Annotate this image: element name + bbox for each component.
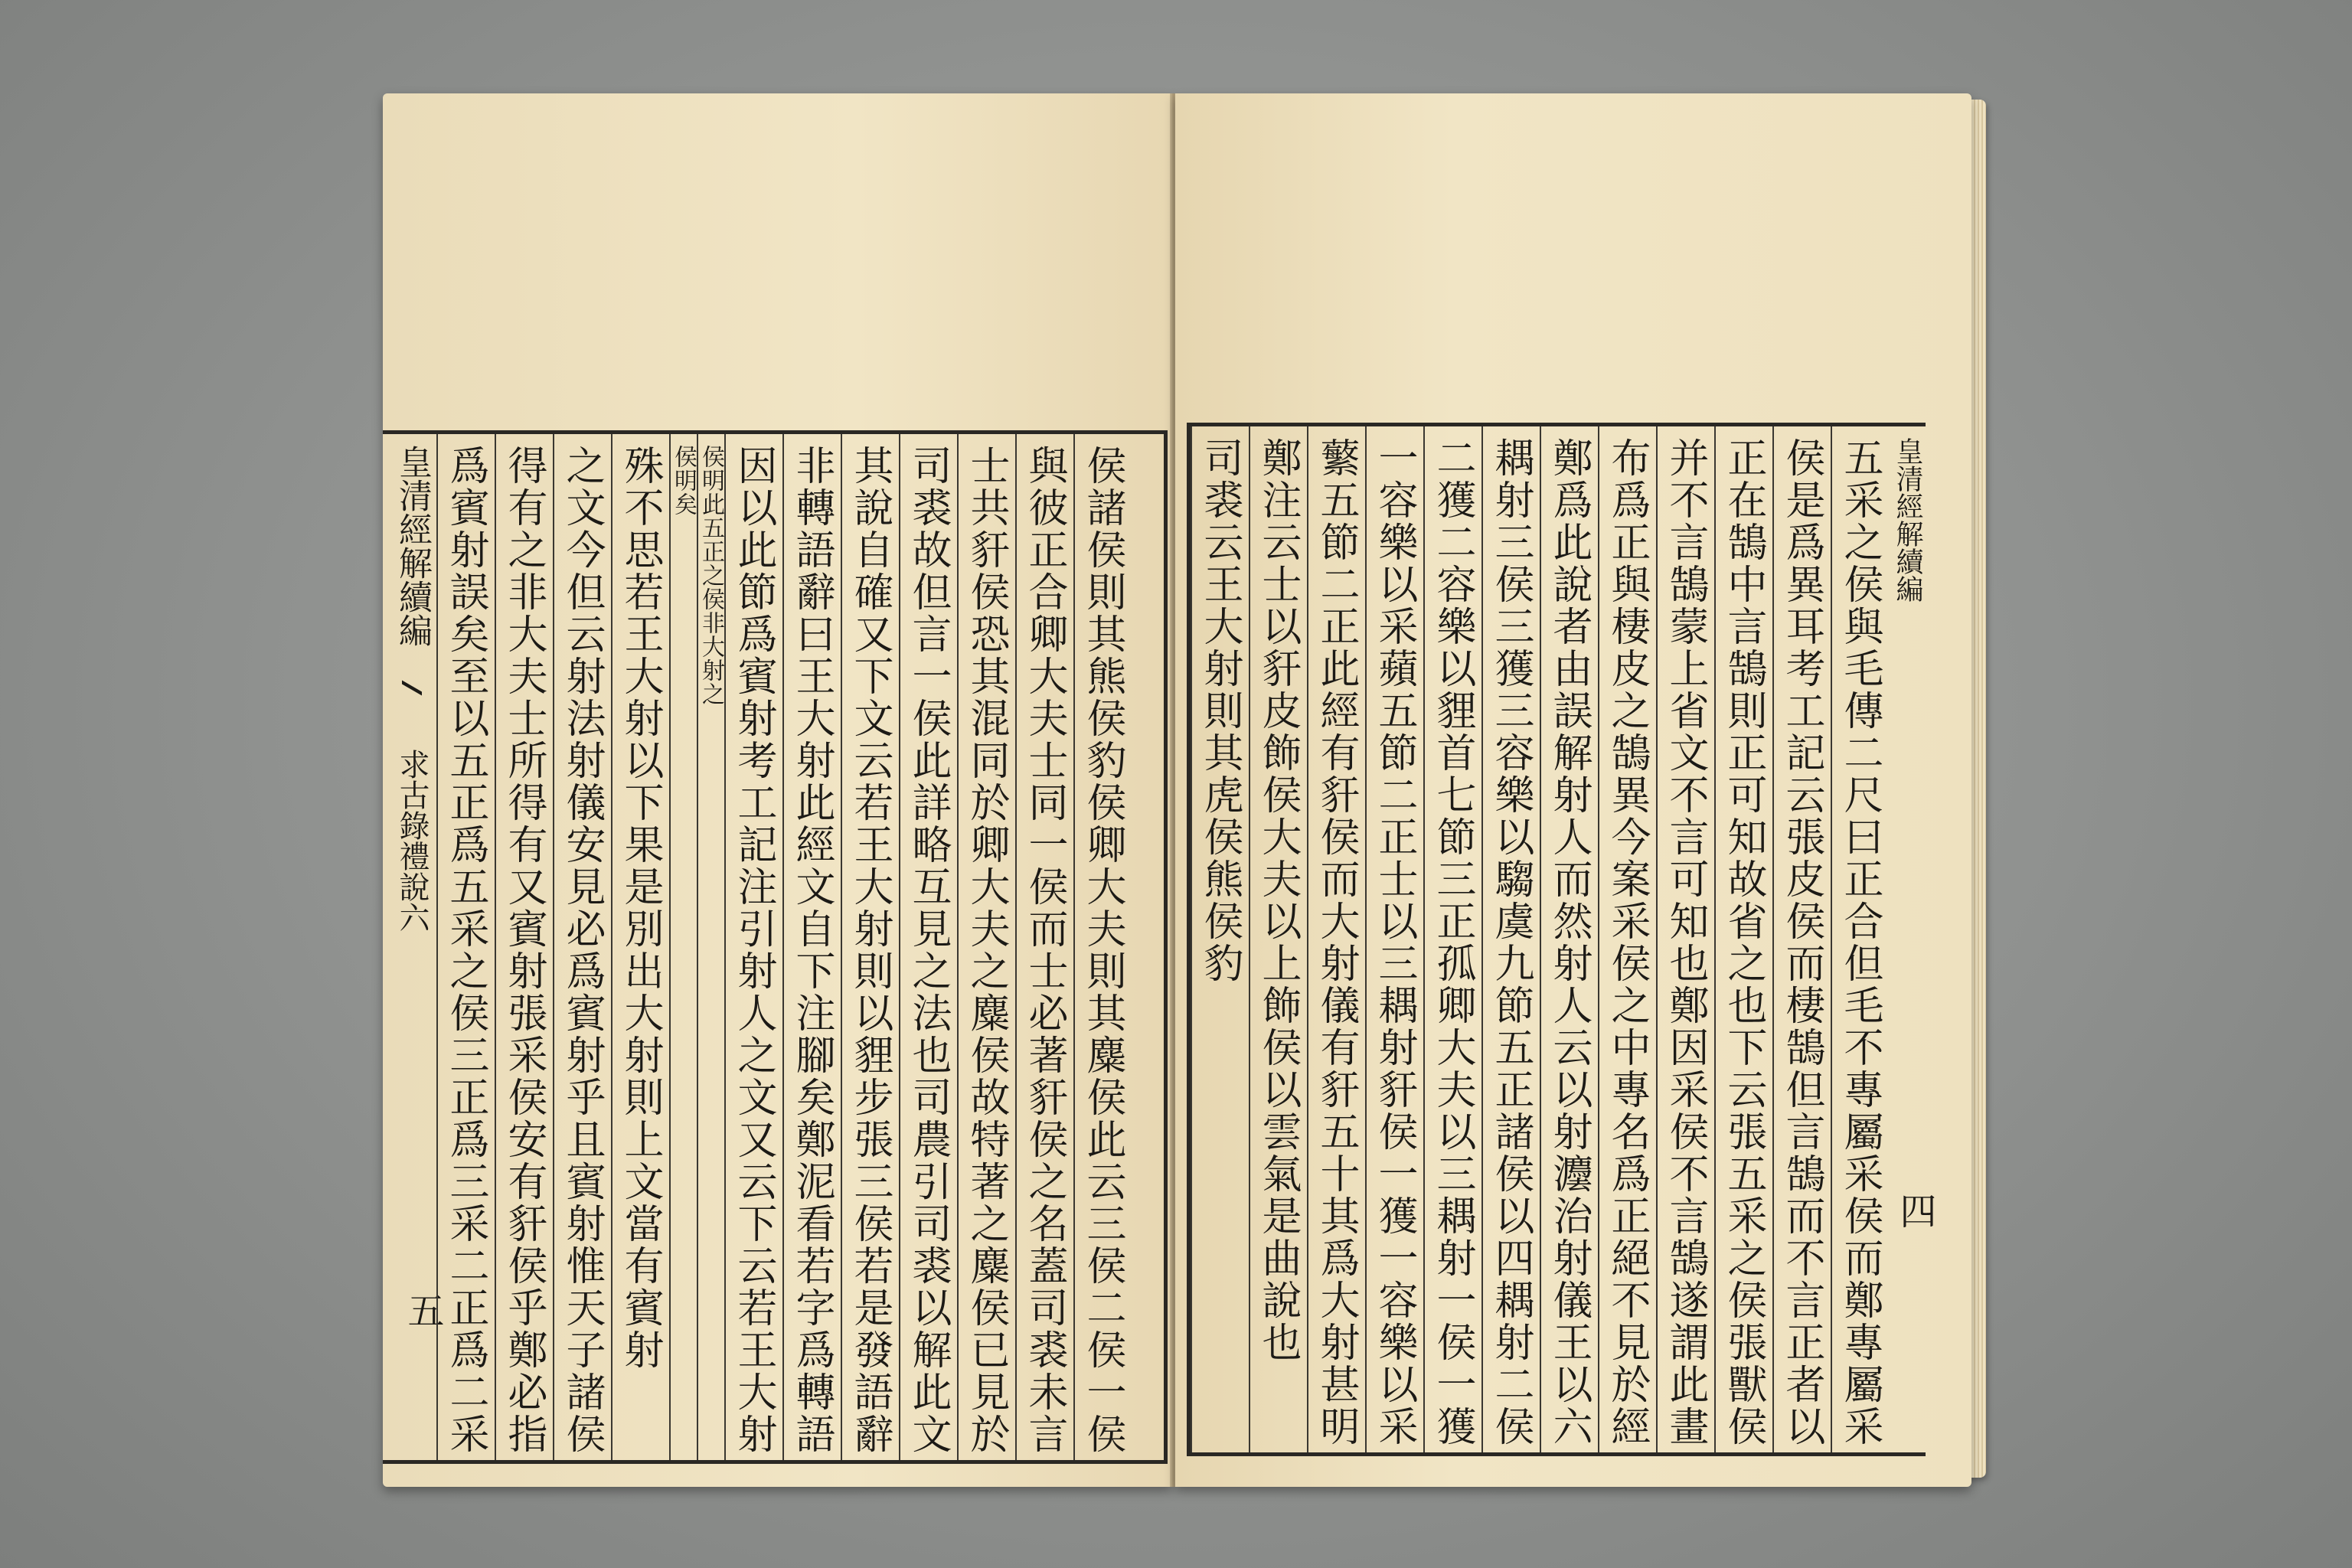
text-column: 司裘故但言一侯此詳略互見之法也司農引司裘以解此文 xyxy=(899,434,957,1460)
small-note-column: 侯明矣 xyxy=(669,434,697,1460)
right-margin-title: 皇清經解續編 xyxy=(1892,437,1923,603)
left-page xyxy=(383,93,1171,1487)
text-column: 鄭爲此說者由誤解射人而然射人云以射灋治射儀王以六 xyxy=(1540,426,1598,1452)
right-page-number: 四 xyxy=(1893,1192,1936,1229)
text-column: 士共豻侯恐其混同於卿大夫之麋侯故特著之麋侯已見於 xyxy=(957,434,1015,1460)
left-text-frame xyxy=(383,430,1168,1464)
text-column: 耦射三侯三獲三容樂以騶虞九節五正諸侯以四耦射二侯 xyxy=(1481,426,1540,1452)
text-column: 殊不思若王大射以下果是別出大射則上文當有賓射 xyxy=(611,434,669,1460)
text-column: 非轉語辭曰王大射此經文自下注腳矣鄭泥看若字爲轉語 xyxy=(782,434,841,1460)
text-column: 布爲正與棲皮之鵠異今案采侯之中專名爲正絕不見於經 xyxy=(1598,426,1656,1452)
right-margin-column xyxy=(1889,426,1926,1463)
text-column: 五采之侯與毛傳二尺曰正合但毛不專屬采侯而鄭專屬采 xyxy=(1831,426,1889,1452)
left-margin-title: 皇清經解續編 xyxy=(393,445,432,647)
text-column: 蘩五節二正此經有豻侯而大射儀有豻五十其爲大射甚明 xyxy=(1307,426,1365,1452)
text-column: 侯諸侯則其熊侯豹侯卿大夫則其麋侯此云三侯二侯一侯 xyxy=(1073,434,1132,1460)
text-column: 鄭注云士以豻皮飾侯大夫以上飾侯以雲氣是曲說也 xyxy=(1249,426,1307,1452)
text-column: 爲賓射誤矣至以五正爲五采之侯三正爲三采二正爲二采 xyxy=(436,434,495,1460)
text-column: 二獲二容樂以貍首七節三正孤卿大夫以三耦射一侯一獲 xyxy=(1423,426,1481,1452)
text-column: 之文今但云射法射儀安見必爲賓射乎且賓射惟天子諸侯 xyxy=(553,434,611,1460)
right-text-frame xyxy=(1187,423,1936,1456)
text-column: 與彼正合卿大夫士同一侯而士必著豻侯之名蓋司裘未言 xyxy=(1015,434,1073,1460)
text-column: 并不言鵠蒙上省文不言可知也鄭因采侯不言鵠遂謂此畫 xyxy=(1656,426,1714,1452)
text-column: 因以此節爲賓射考工記注引射人之文又云下云若王大射 xyxy=(724,434,782,1460)
text-column: 正在鵠中言鵠則正可知故省之也下云張五采之侯張獸侯 xyxy=(1714,426,1772,1452)
left-margin-subtitle: 求古錄禮說六 xyxy=(394,749,430,933)
small-note-column: 侯明此五正之侯非大射之 xyxy=(697,434,724,1460)
text-column: 侯是爲異耳考工記云張皮侯而棲鵠但言鵠而不言正者以 xyxy=(1772,426,1831,1452)
open-book xyxy=(383,86,1991,1487)
text-column: 一容樂以采蘋五節二正士以三耦射豻侯一獲一容樂以采 xyxy=(1365,426,1423,1452)
fishtail-mark-icon xyxy=(402,680,422,715)
text-column: 得有之非大夫士所得有又賓射張采侯安有豻侯乎鄭必指 xyxy=(495,434,553,1460)
left-page-number: 五 xyxy=(401,1292,444,1328)
text-column: 司裘云王大射則其虎侯熊侯豹 xyxy=(1191,426,1249,1452)
text-column: 其說自確又下文云若王大射則以貍步張三侯若是發語辭 xyxy=(841,434,899,1460)
